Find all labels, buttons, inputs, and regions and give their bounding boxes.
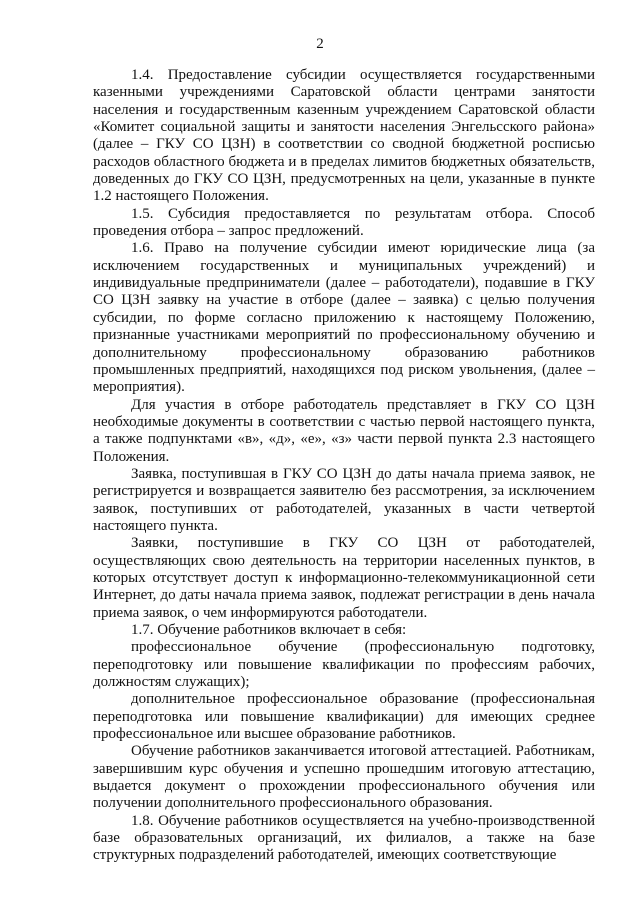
paragraph-early-application: Заявка, поступившая в ГКУ СО ЦЗН до даты начала приема заявок, не регистрируется и возвращается заявителю без рассмотрения, за исключением заявок, поступивших от работодателей, указанных в части четвертой настоящего пункта. bbox=[93, 465, 595, 534]
paragraph-1-4: 1.4. Предоставление субсидии осуществляется государственными казенными учреждениями Саратовской области центрами занятости населения и государственным казенным учреждением Саратовской области «Комитет социальной защиты и занятости населения Энгельсского района» (далее – ГКУ СО ЦЗН) в соответствии со сводной бюджетной росписью расходов областного бюджета и в пределах лимитов бюджетных обязательств, доведенных до ГКУ СО ЦЗН, предусмотренных на цели, указанные в пункте 1.2 настоящего Положения. bbox=[93, 67, 595, 205]
paragraph-certification: Обучение работников заканчивается итоговой аттестацией. Работникам, завершившим курс обучения и успешно прошедшим итоговую аттестацию, выдается документ о прохождении профессионального обучения или получении дополнительного профессионального образования. bbox=[93, 743, 595, 812]
paragraph-additional-education: дополнительное профессиональное образование (профессиональная переподготовка или повышение квалификации) для имеющих среднее профессиональное или высшее образование работников. bbox=[93, 691, 595, 743]
paragraph-1-8: 1.8. Обучение работников осуществляется на учебно-производственной базе образовательных организаций, их филиалов, а также на базе структурных подразделений работодателей, имеющих соответствующие bbox=[93, 812, 595, 864]
page-number: 2 bbox=[316, 36, 324, 52]
paragraph-1-7: 1.7. Обучение работников включает в себя: bbox=[131, 622, 407, 638]
paragraph-1-6: 1.6. Право на получение субсидии имеют юридические лица (за исключением государственных и муниципальных учреждений) и индивидуальные предприниматели (далее – работодатели), подавшие в ГКУ СО ЦЗН заявку на участие в отборе (далее – заявка) с целью получения субсидии, по форме согласно приложению к настоящему Положению, признанные участниками мероприятий по профессиональному обучению и дополнительному профессиональному образованию работников промышленных предприятий, находящихся под риском увольнения, (далее – мероприятия). bbox=[93, 240, 595, 396]
document-body bbox=[93, 67, 595, 865]
paragraph-vocational-training: профессиональное обучение (профессиональную подготовку, переподготовку или повышение квалификации по профессиям рабочих, должностям служащих); bbox=[93, 639, 595, 691]
paragraph-1-5: 1.5. Субсидия предоставляется по результатам отбора. Способ проведения отбора – запрос предложений. bbox=[93, 205, 595, 240]
paragraph-documents: Для участия в отборе работодатель представляет в ГКУ СО ЦЗН необходимые документы в соответствии с частью первой настоящего пункта, а также подпунктами «в», «д», «е», «з» части первой пункта 2.3 настоящего Положения. bbox=[93, 396, 595, 465]
paragraph-no-internet: Заявки, поступившие в ГКУ СО ЦЗН от работодателей, осуществляющих свою деятельность на территории населенных пунктов, в которых отсутствует доступ к информационно-телекоммуникационной сети Интернет, до даты начала приема заявок, подлежат регистрации в день начала приема заявок, о чем информируются работодатели. bbox=[93, 535, 595, 621]
